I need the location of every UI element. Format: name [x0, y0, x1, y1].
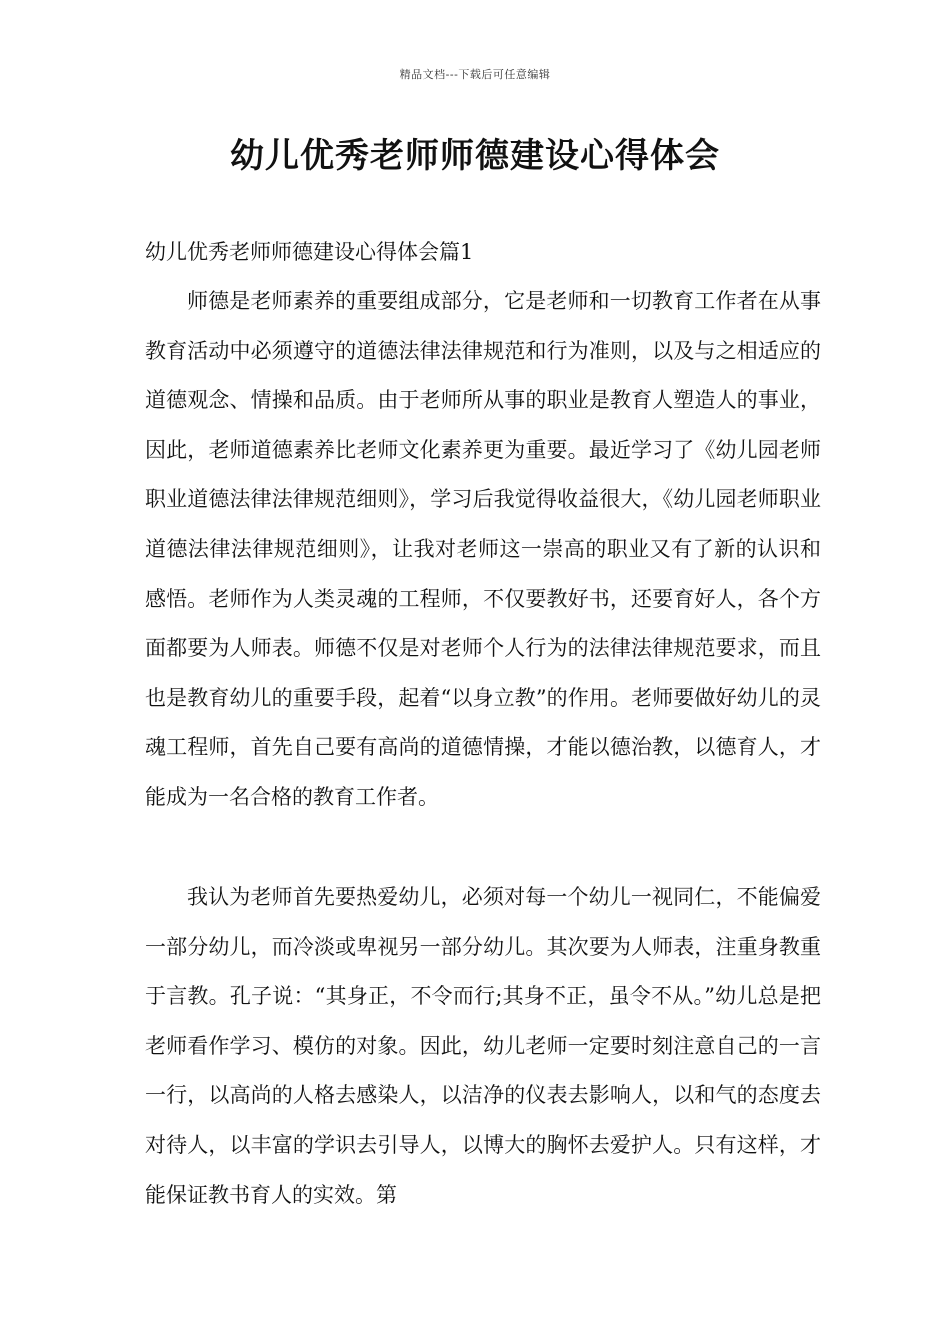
document-title: 幼儿优秀老师师德建设心得体会 [230, 136, 720, 176]
header-note: 精品文档---下载后可任意编辑 [399, 68, 551, 81]
paragraph-1: 师德是老师素养的重要组成部分，它是老师和一切教育工作者在从事教育活动中必须遵守的道德法律法律规范和行为准则，以及与之相适应的道德观念、情操和品质。由于老师所从事的职业是教育人塑造人的事业，因此，老师道德素养比老师文化素养更为重要。最近学习了《幼儿园老师职业道德法律法律规范细则》，学习后我觉得收益很大，《幼儿园老师职业道德法律法律规范细则》，让我对老师这一崇高的职业又有了新的认识和感悟。老师作为人类灵魂的工程师，不仅要教好书，还要育好人，各个方面都要为人师表。师德不仅是对老师个人行为的法律法律规范要求，而且也是教育幼儿的重要手段，起着“以身立教”的作用。老师要做好幼儿的灵魂工程师，首先自己要有高尚的道德情操，才能以德治教，以德育人，才能成为一名合格的教育工作者。 [145, 289, 821, 809]
paragraph-2: 我认为老师首先要热爱幼儿，必须对每一个幼儿一视同仁，不能偏爱一部分幼儿，而冷淡或卑视另一部分幼儿。其次要为人师表，注重身教重于言教。孔子说：“其身正，不令而行;其身不正，虽令不从。”幼儿总是把老师看作学习、模仿的对象。因此，幼儿老师一定要时刻注意自己的一言一行，以高尚的人格去感染人，以洁净的仪表去影响人，以和气的态度去对待人，以丰富的学识去引导人，以博大的胸怀去爱护人。只有这样，才能保证教书育人的实效。第 [145, 885, 821, 1207]
section-heading: 幼儿优秀老师师德建设心得体会篇1 [145, 240, 474, 264]
